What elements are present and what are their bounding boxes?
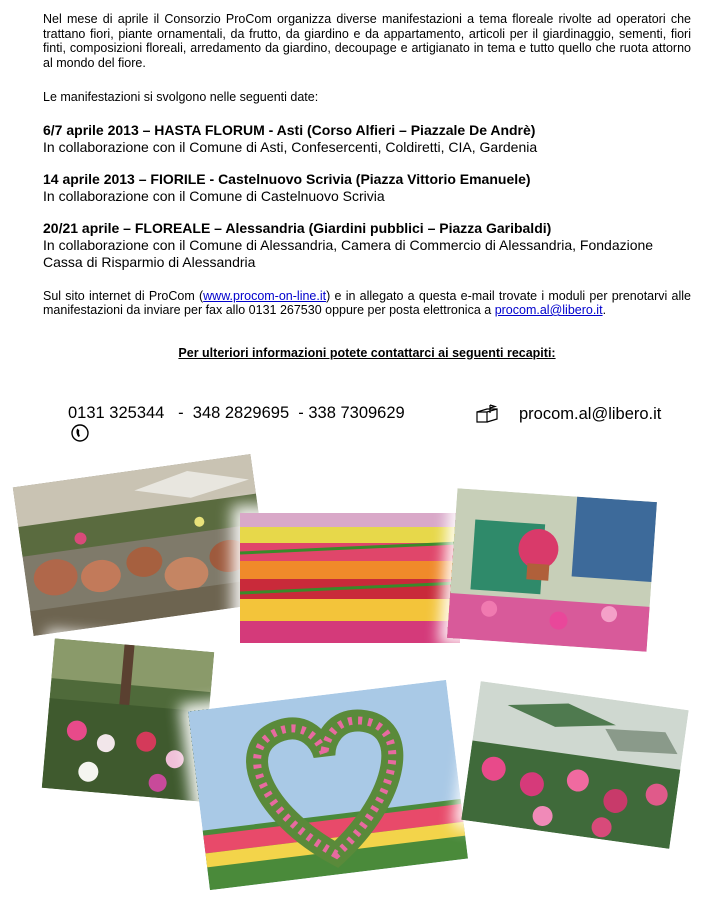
event-title: 20/21 aprile – FLOREALE – Alessandria (Giardini pubblici – Piazza Garibaldi) <box>43 219 552 236</box>
contacts-row <box>43 404 683 428</box>
registration-text-before: Sul sito internet di ProCom ( <box>43 288 204 303</box>
event-floreale <box>43 220 691 271</box>
photo-heart-floral-arch <box>188 680 468 890</box>
photo-pink-flowers-umbrellas <box>461 681 688 849</box>
intro-paragraph: Nel mese di aprile il Consorzio ProCom organizza diverse manifestazioni a tema floreale rivolte ad operatori che trattano fiori, piante ornamentali, da frutto, da giardino e da appartamento, articoli per il giardinaggio, sementi, fiori finti, composizioni floreali, arredamento da giardino, decoupage e artigianato in tema e tutto quello che ruota attorno al mondo del fiore. <box>43 12 691 70</box>
contact-email: procom.al@libero.it <box>519 404 662 423</box>
website-link[interactable]: www.procom-on-line.it <box>203 288 327 303</box>
photo-pottery-market <box>13 454 272 636</box>
flower-photo-collage <box>0 455 724 907</box>
mailbox-icon <box>475 404 501 424</box>
photo-flower-field <box>240 513 460 643</box>
event-collaboration: In collaborazione con il Comune di Alessandria, Camera di Commercio di Alessandria, Fondazione Cassa di Risparmio di Alessandria <box>43 236 654 270</box>
event-hasta-florum <box>43 122 691 156</box>
registration-text-middle: ) e in allegato a questa e-mail trovate i moduli per prenotarvi alle manifestazioni da inviare per fax allo 0131 267530 oppure per posta elettronica a <box>43 288 692 317</box>
registration-text-after: . <box>602 303 607 317</box>
email-contact <box>475 404 661 424</box>
more-info-heading: Per ulteriori informazioni potete contattarci ai seguenti recapiti: <box>178 345 556 360</box>
event-collaboration: In collaborazione con il Comune di Castelnuovo Scrivia <box>43 187 385 204</box>
phone-contact <box>43 404 405 423</box>
document-body <box>43 12 691 360</box>
event-title: 14 aprile 2013 – FIORILE - Castelnuovo Scrivia (Piazza Vittorio Emanuele) <box>43 170 531 187</box>
event-collaboration: In collaborazione con il Comune di Asti, Confesercenti, Coldiretti, CIA, Gardenia <box>43 138 538 155</box>
phone-numbers: 0131 325344 - 348 2829695 - 338 7309629 <box>68 404 405 422</box>
email-link[interactable]: procom.al@libero.it <box>494 303 603 317</box>
event-title: 6/7 aprile 2013 – HASTA FLORUM - Asti (Corso Alfieri – Piazzale De Andrè) <box>43 121 536 138</box>
dates-intro: Le manifestazioni si svolgono nelle seguenti date: <box>43 90 319 104</box>
registration-paragraph <box>43 289 691 318</box>
event-fiorile <box>43 171 691 205</box>
photo-hands-with-plant <box>447 488 657 652</box>
telephone-icon <box>43 405 61 423</box>
